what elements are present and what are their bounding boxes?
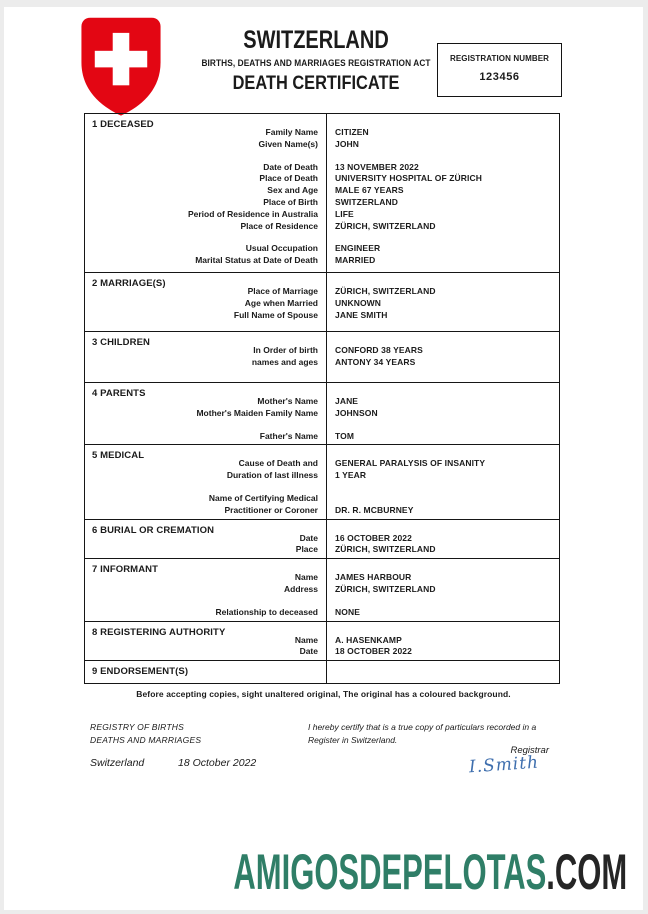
field-row — [85, 431, 559, 443]
act-subtitle: BIRTHS, DEATHS AND MARRIAGES REGISTRATION ACT — [201, 58, 431, 68]
document-title: DEATH CERTIFICATE — [232, 72, 400, 94]
certificate-header — [160, 27, 472, 94]
field-label: Place of Residence — [240, 220, 318, 231]
field-row — [85, 408, 559, 420]
field-label: Cause of Death and — [238, 458, 318, 469]
section-title: 2 MARRIAGE(S) — [92, 278, 166, 289]
certification-statement: I hereby certify that is a true copy of particulars recorded in a Register in Switzerland. — [308, 722, 537, 745]
column-divider — [326, 114, 327, 272]
field-label: Mother's Name — [257, 396, 318, 406]
registry-line-2: DEATHS AND MARRIAGES — [90, 735, 202, 745]
field-value: MALE 67 YEARS — [335, 185, 404, 196]
section-4 — [85, 382, 559, 444]
field-row — [85, 139, 559, 151]
field-label: Sex and Age — [267, 185, 318, 196]
section-title: 7 INFORMANT — [92, 564, 159, 576]
field-row — [85, 544, 559, 556]
registrar-label: Registrar — [510, 745, 549, 756]
field-row — [85, 493, 559, 505]
column-divider — [326, 383, 327, 444]
field-label: Family Name — [265, 127, 318, 137]
field-label: Age when Married — [244, 297, 318, 308]
section-9 — [85, 660, 559, 683]
country-title: SWITZERLAND — [243, 26, 389, 54]
field-label: Father's Name — [259, 430, 318, 441]
field-value: JOHNSON — [335, 407, 378, 418]
field-row — [85, 162, 559, 174]
column-divider — [326, 520, 327, 559]
swiss-coat-of-arms-icon — [75, 10, 167, 122]
certificate-table — [84, 113, 560, 684]
issue-place: Switzerland — [90, 757, 145, 769]
column-divider — [326, 661, 327, 683]
field-label: Marital Status at Date of Death — [195, 255, 318, 266]
field-label: Usual Occupation — [245, 243, 318, 254]
section-8 — [85, 621, 559, 661]
section-6 — [85, 519, 559, 559]
field-label: Practitioner or Coroner — [224, 504, 318, 515]
column-divider — [326, 622, 327, 661]
field-value: ZÜRICH, SWITZERLAND — [335, 544, 436, 555]
field-row — [85, 357, 559, 369]
section-title: 6 BURIAL OR CREMATION — [92, 524, 215, 536]
field-row — [85, 243, 559, 255]
field-row — [85, 646, 559, 658]
field-label: Place of Birth — [263, 196, 318, 207]
registration-number-box — [437, 43, 562, 97]
field-label: Place of Death — [259, 173, 318, 184]
field-label: Name of Certifying Medical — [208, 492, 318, 503]
field-value: SWITZERLAND — [335, 196, 398, 207]
field-row — [85, 310, 559, 322]
field-row — [85, 505, 559, 517]
field-label: Name — [294, 634, 318, 645]
field-value: NONE — [335, 606, 360, 617]
field-value: 13 NOVEMBER 2022 — [335, 161, 419, 172]
registry-office-block — [90, 721, 201, 747]
registration-number-value: 123456 — [479, 71, 520, 83]
section-3 — [85, 331, 559, 382]
field-row — [85, 584, 559, 596]
column-divider — [326, 332, 327, 382]
field-row — [85, 345, 559, 357]
field-value: ZÜRICH, SWITZERLAND — [335, 583, 436, 594]
field-value: ENGINEER — [335, 243, 381, 254]
registration-number-label: REGISTRATION NUMBER — [449, 54, 550, 63]
field-row — [85, 127, 559, 139]
field-value: CONFORD 38 YEARS — [335, 345, 423, 355]
section-title: 1 DECEASED — [92, 119, 154, 130]
site-watermark — [233, 844, 627, 900]
column-divider — [326, 273, 327, 331]
field-row — [85, 607, 559, 619]
section-1 — [85, 114, 559, 272]
field-row — [85, 458, 559, 470]
field-row — [85, 221, 559, 233]
section-2 — [85, 272, 559, 331]
field-value: 1 YEAR — [335, 470, 367, 481]
field-label: Mother's Maiden Family Name — [196, 407, 318, 418]
field-row — [85, 470, 559, 482]
section-title: 5 MEDICAL — [92, 450, 145, 462]
field-label: Relationship to deceased — [215, 606, 318, 617]
column-divider — [326, 445, 327, 518]
section-title: 4 PARENTS — [92, 388, 146, 399]
field-row — [85, 185, 559, 197]
field-value: ANTONY 34 YEARS — [335, 356, 416, 367]
field-row — [85, 173, 559, 185]
field-value: LIFE — [335, 208, 354, 219]
field-row — [85, 209, 559, 221]
field-label: In Order of birth — [253, 345, 318, 355]
watermark-tld: .COM — [546, 844, 627, 900]
watermark-site-name: AMIGOSDEPELOTAS — [233, 844, 547, 900]
column-divider — [326, 559, 327, 620]
field-value: 16 OCTOBER 2022 — [335, 532, 412, 543]
field-label: Date of Death — [263, 161, 318, 172]
field-value: UNKNOWN — [335, 297, 382, 308]
field-label: Place of Marriage — [247, 286, 318, 296]
field-value: JAMES HARBOUR — [335, 572, 412, 583]
field-value: ZÜRICH, SWITZERLAND — [335, 286, 436, 296]
field-label: Date — [299, 532, 318, 543]
section-title: 8 REGISTERING AUTHORITY — [92, 626, 226, 638]
field-label: Full Name of Spouse — [233, 309, 318, 320]
field-value: UNIVERSITY HOSPITAL OF ZÜRICH — [335, 173, 482, 184]
section-title: 3 CHILDREN — [92, 337, 151, 348]
field-value: GENERAL PARALYSIS OF INSANITY — [335, 458, 486, 469]
field-row — [85, 298, 559, 310]
registrar-signature: I.Smith — [468, 752, 540, 778]
field-label: Place — [295, 544, 318, 555]
field-value: 18 OCTOBER 2022 — [335, 646, 412, 657]
field-value: JANE SMITH — [335, 309, 388, 320]
field-value: JANE — [335, 396, 359, 406]
section-7 — [85, 558, 559, 620]
field-label: Duration of last illness — [226, 470, 318, 481]
field-value: CITIZEN — [335, 127, 369, 137]
field-value: MARRIED — [335, 255, 376, 266]
field-value: JOHN — [335, 138, 360, 149]
field-row — [85, 255, 559, 267]
registry-line-1: REGISTRY OF BIRTHS — [90, 722, 184, 732]
field-value: ZÜRICH, SWITZERLAND — [335, 220, 436, 231]
field-row — [85, 396, 559, 408]
field-label: names and ages — [251, 356, 318, 367]
field-label: Date — [299, 646, 318, 657]
certificate-page — [4, 7, 643, 910]
field-value: A. HASENKAMP — [335, 634, 402, 645]
field-value: TOM — [335, 430, 355, 441]
field-value: DR. R. MCBURNEY — [335, 504, 414, 515]
field-label: Name — [294, 572, 318, 583]
copy-notice: Before accepting copies, sight unaltered original, The original has a coloured background. — [136, 689, 511, 699]
field-row — [85, 197, 559, 209]
section-5 — [85, 444, 559, 518]
issue-date: 18 October 2022 — [178, 757, 257, 769]
field-label: Given Name(s) — [258, 138, 318, 149]
field-value — [326, 493, 335, 505]
section-title: 9 ENDORSEMENT(S) — [92, 666, 189, 678]
field-label: Period of Residence in Australia — [187, 208, 318, 219]
field-label: Address — [283, 583, 318, 594]
